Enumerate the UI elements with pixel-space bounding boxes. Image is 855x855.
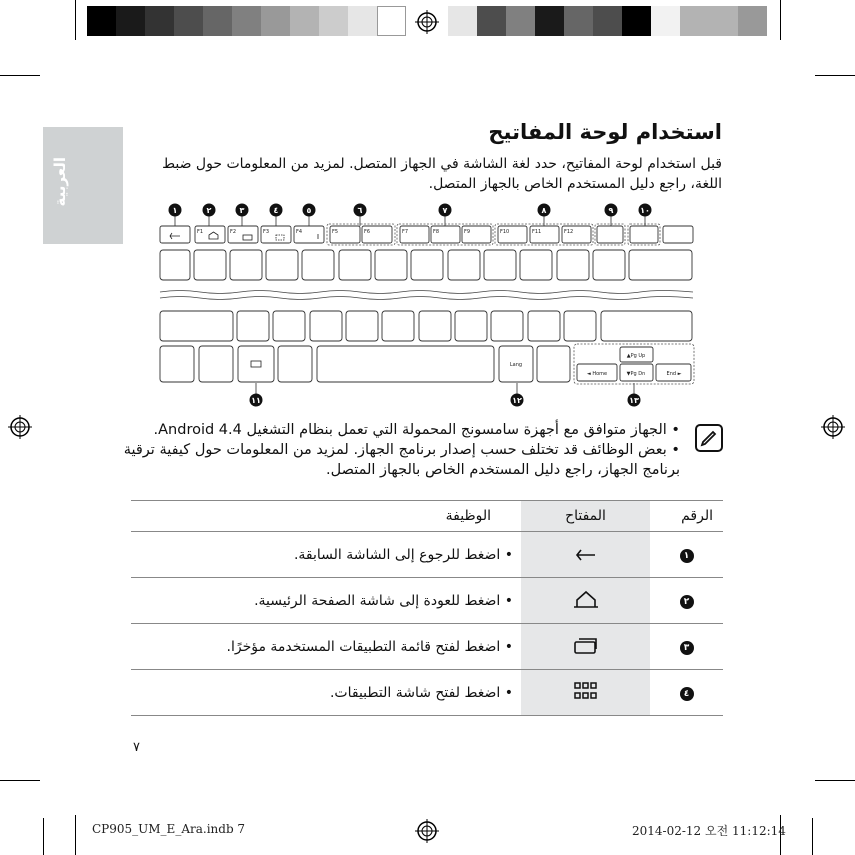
callout-1 bbox=[169, 204, 182, 217]
svg-text:١٢: ١٢ bbox=[512, 396, 522, 405]
home-icon bbox=[571, 589, 601, 609]
svg-text:▼Pg Dn: ▼Pg Dn bbox=[626, 371, 646, 377]
footer-date: 2014-02-12 오전 11:12:14 bbox=[632, 824, 786, 838]
table-row: ١ • اضغط للرجوع إلى الشاشة السابقة. bbox=[131, 532, 723, 578]
row-function: اضغط للرجوع إلى الشاشة السابقة. bbox=[293, 546, 501, 563]
callout-10 bbox=[639, 204, 652, 217]
svg-text:٦: ٦ bbox=[357, 206, 363, 215]
svg-text:٣: ٣ bbox=[239, 206, 245, 215]
row-number: ٢ bbox=[680, 595, 694, 609]
svg-text:٨: ٨ bbox=[541, 206, 547, 215]
note-item: • الجهاز متوافق مع أجهزة سامسونج المحمولة التي تعمل بنظام التشغيل Android 4.4. bbox=[153, 422, 680, 438]
key-back bbox=[160, 226, 190, 243]
svg-text:F10: F10 bbox=[500, 229, 510, 235]
svg-text:F9: F9 bbox=[464, 229, 471, 235]
callout-6 bbox=[354, 204, 367, 217]
row-number: ١ bbox=[680, 549, 694, 563]
notes-list bbox=[120, 420, 680, 480]
row-number: ٤ bbox=[680, 687, 694, 701]
svg-text:١٠: ١٠ bbox=[640, 206, 650, 215]
row-function: اضغط لفتح شاشة التطبيقات. bbox=[329, 684, 501, 701]
page-number: ٧ bbox=[133, 740, 140, 755]
svg-text:F2: F2 bbox=[230, 229, 237, 235]
svg-text:F1: F1 bbox=[197, 229, 204, 235]
svg-text:٢: ٢ bbox=[206, 206, 212, 215]
callout-9 bbox=[605, 204, 618, 217]
callout-13 bbox=[628, 394, 641, 407]
language-side-tab-label: العربية bbox=[51, 157, 69, 207]
svg-text:١١: ١١ bbox=[251, 396, 261, 405]
crop-mark bbox=[815, 780, 855, 781]
callout-11 bbox=[250, 394, 263, 407]
crop-mark bbox=[812, 818, 813, 855]
svg-text:F11: F11 bbox=[532, 229, 542, 235]
recent-apps-icon bbox=[572, 635, 600, 655]
svg-text:F8: F8 bbox=[433, 229, 440, 235]
note-icon bbox=[695, 424, 723, 452]
table-row: ٢ • اضغط للعودة إلى شاشة الصفحة الرئيسية. bbox=[131, 578, 723, 624]
svg-text:F12: F12 bbox=[564, 229, 574, 235]
footer-file: CP905_UM_E_Ara.indb 7 bbox=[92, 822, 246, 836]
apps-grid-icon bbox=[572, 681, 600, 701]
svg-text:F7: F7 bbox=[402, 229, 409, 235]
header-num: الرقم bbox=[650, 501, 723, 532]
svg-text:F6: F6 bbox=[364, 229, 371, 235]
header-function: الوظيفة bbox=[131, 501, 521, 532]
callout-3 bbox=[236, 204, 249, 217]
svg-text:٧: ٧ bbox=[442, 206, 448, 215]
svg-text:٤: ٤ bbox=[273, 206, 279, 215]
row-number: ٣ bbox=[680, 641, 694, 655]
header-key: المفتاح bbox=[521, 501, 650, 532]
registration-mark-icon bbox=[415, 819, 439, 843]
intro-paragraph: قبل استخدام لوحة المفاتيح، حدد لغة الشاشة في الجهاز المتصل. لمزيد من المعلومات حول ضبط اللغة، راجع دليل المستخدم الخاص بالجهاز المتصل. bbox=[162, 156, 722, 192]
crop-mark bbox=[0, 780, 40, 781]
callout-4 bbox=[270, 204, 283, 217]
crop-mark bbox=[75, 815, 76, 855]
callout-8 bbox=[538, 204, 551, 217]
svg-text:F5: F5 bbox=[332, 229, 339, 235]
keys-table bbox=[131, 500, 723, 716]
note-item: • بعض الوظائف قد تختلف حسب إصدار برنامج الجهاز. لمزيد من المعلومات حول كيفية ترقية برنامج الجهاز، راجع دليل المستخدم الخاص بالجهاز المتصل. bbox=[123, 442, 680, 478]
key-power bbox=[663, 226, 693, 243]
svg-text:٥: ٥ bbox=[306, 206, 312, 215]
row-function: اضغط للعودة إلى شاشة الصفحة الرئيسية. bbox=[254, 592, 501, 609]
keyboard-diagram bbox=[0, 0, 855, 420]
svg-text:F3: F3 bbox=[263, 229, 270, 235]
page-title: استخدام لوحة المفاتيح bbox=[488, 120, 722, 144]
svg-text:١٣: ١٣ bbox=[629, 396, 639, 405]
callout-7 bbox=[439, 204, 452, 217]
table-row: ٣ • اضغط لفتح قائمة التطبيقات المستخدمة مؤخرًا. bbox=[131, 624, 723, 670]
svg-text:◄ Home: ◄ Home bbox=[586, 371, 608, 377]
svg-text:F4: F4 bbox=[296, 229, 303, 235]
crop-mark bbox=[43, 818, 44, 855]
svg-text:End ►: End ► bbox=[666, 371, 682, 377]
svg-text:▲Pg Up: ▲Pg Up bbox=[626, 353, 646, 359]
callout-5 bbox=[303, 204, 316, 217]
table-row: ٤ • اضغط لفتح شاشة التطبيقات. bbox=[131, 670, 723, 716]
row-function: اضغط لفتح قائمة التطبيقات المستخدمة مؤخرًا. bbox=[226, 638, 501, 655]
callout-12 bbox=[511, 394, 524, 407]
svg-text:٩: ٩ bbox=[608, 206, 614, 215]
lang-key-label: Lang bbox=[509, 362, 523, 368]
svg-text:١: ١ bbox=[172, 206, 178, 215]
callout-2 bbox=[203, 204, 216, 217]
back-icon bbox=[573, 544, 599, 562]
